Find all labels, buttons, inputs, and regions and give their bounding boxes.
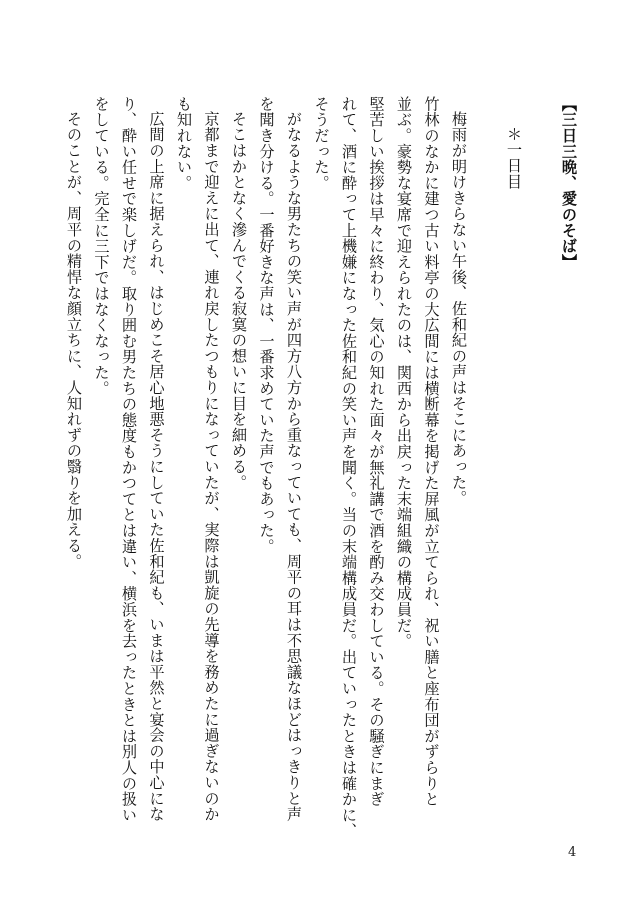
body-line: 梅雨が明けきらない午後、佐和紀の声はそこにあった。 [450, 111, 468, 506]
body-line: 広間の上席に据えられ、はじめこそ居心地悪そうにしていた佐和紀も、いまは平然と宴会の中心にな [147, 111, 166, 822]
body-line: そのことが、周平の精悍な顔立ちに、人知れずの翳りを加える。 [65, 111, 83, 570]
body-line: を聞き分ける。一番好きな声は、一番求めていた声でもあった。 [257, 96, 276, 555]
body-line: そこはかとなく滲んでくる寂寞の想いに目を細める。 [230, 111, 248, 491]
chapter-title: 【三日三晩、愛のそば】 [560, 96, 578, 270]
body-line: も知れない。 [175, 96, 193, 191]
body-line: り、酔い任せで楽しげだ。取り囲む男たちの態度もかつてとは違い、横浜を去ったときとは別人の扱い [120, 96, 138, 823]
body-line: 竹林のなかに建つ古い料亭の大広間には横断幕を掲げた屏風が立てられ、祝い膳と座布団がずらりと [422, 96, 441, 807]
body-line: 堅苦しい挨拶は早々に終わり、気心の知れた面々が無礼講で酒を酌み交わしている。その騒ぎにまぎ [367, 96, 386, 807]
section-heading: ＊一日目 [505, 126, 523, 190]
body-line: れて、酒に酔って上機嫌になった佐和紀の笑い声を聞く。当の末端構成員だ。出ていったときは確かに、 [340, 96, 358, 839]
vertical-text-body [60, 96, 583, 839]
blank-line [527, 96, 555, 816]
body-line: 京都まで迎えに出て、連れ戻したつもりになっていたが、実際は凱旋の先導を務めたに過ぎないのか [202, 111, 221, 822]
page-number: 4 [568, 845, 577, 860]
blank-line [472, 96, 500, 816]
body-line: そうだった。 [312, 96, 331, 191]
body-line: 並ぶ。豪勢な宴席で迎えられたのは、関西から出戻った末端組織の構成員だ。 [395, 96, 413, 649]
body-line: がなるような男たちの笑い声が四方八方から重なっていても、周平の耳は不思議なほどはっきりと声 [285, 111, 303, 822]
body-line: をしている。完全に三下ではなくなった。 [92, 96, 111, 397]
